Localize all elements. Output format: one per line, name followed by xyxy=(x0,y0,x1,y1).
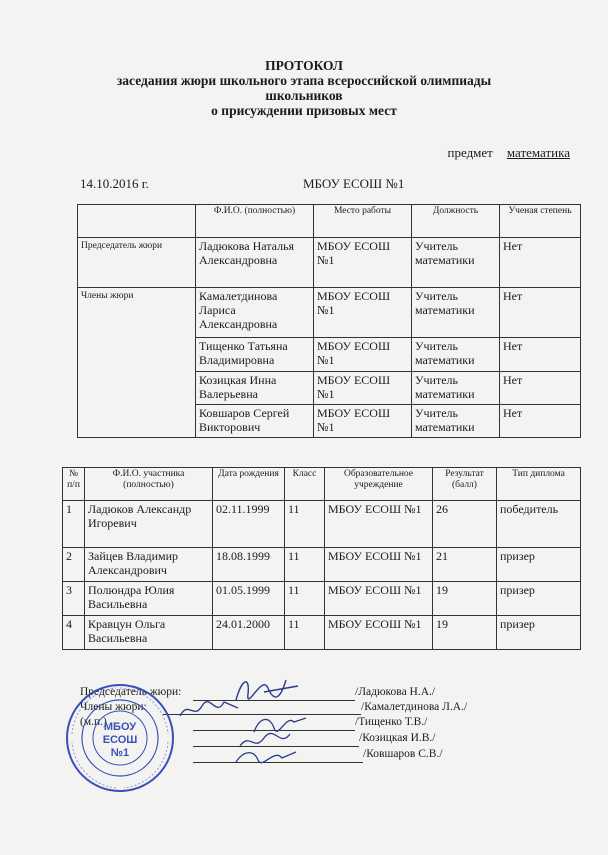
jury-header-row xyxy=(78,205,581,238)
results-grade: 11 xyxy=(285,616,325,650)
results-grade: 11 xyxy=(285,582,325,616)
results-school: МБОУ ЕСОШ №1 xyxy=(325,501,433,548)
results-score: 19 xyxy=(433,616,497,650)
results-header-school: Образовательное учреждение xyxy=(325,468,433,501)
results-header-score: Результат (балл) xyxy=(433,468,497,501)
results-name: Кравцун Ольга Васильевна xyxy=(85,616,213,650)
results-row xyxy=(63,616,581,650)
signature-name-4: /Козицкая И.В./ xyxy=(359,732,436,744)
results-row xyxy=(63,582,581,616)
results-row xyxy=(63,501,581,548)
results-number: 4 xyxy=(63,616,85,650)
jury-position: Учитель математики xyxy=(412,372,500,405)
jury-name: Камалетдинова Лариса Александровна xyxy=(196,288,314,338)
meeting-date: 14.10.2016 г. xyxy=(80,176,149,191)
signature-name-2: /Камалетдинова Л.А./ xyxy=(361,701,468,713)
jury-table xyxy=(77,204,581,438)
signature-name-5: /Ковшаров С.В./ xyxy=(363,748,443,760)
stamp-text-1: МБОУ xyxy=(103,721,137,733)
results-score: 19 xyxy=(433,582,497,616)
results-diploma: призер xyxy=(497,548,581,582)
results-diploma: призер xyxy=(497,582,581,616)
results-diploma: победитель xyxy=(497,501,581,548)
stamp-text-2: ЕСОШ xyxy=(102,734,138,746)
subject-value: математика xyxy=(506,145,570,160)
results-name: Ладюков Александр Игоревич xyxy=(85,501,213,548)
results-dob: 24.01.2000 xyxy=(213,616,285,650)
subject-line xyxy=(448,145,570,161)
handwritten-signature-member-4 xyxy=(232,744,302,770)
jury-position: Учитель математики xyxy=(412,405,500,438)
results-dob: 02.11.1999 xyxy=(213,501,285,548)
handwritten-signature-member-1 xyxy=(176,694,246,724)
document-subtitle-line-1: заседания жюри школьного этапа всероссийской олимпиады xyxy=(116,73,492,88)
jury-degree: Нет xyxy=(500,372,581,405)
jury-work: МБОУ ЕСОШ №1 xyxy=(314,288,412,338)
jury-degree: Нет xyxy=(500,405,581,438)
jury-header-degree: Ученая степень xyxy=(500,205,581,238)
results-dob: 18.08.1999 xyxy=(213,548,285,582)
jury-role-members: Члены жюри xyxy=(78,288,196,438)
results-grade: 11 xyxy=(285,548,325,582)
document-title-block xyxy=(60,58,548,118)
results-table xyxy=(62,467,581,650)
jury-header-role xyxy=(78,205,196,238)
document-subtitle-line-2: школьников xyxy=(265,88,343,103)
jury-position: Учитель математики xyxy=(412,338,500,372)
results-header-row xyxy=(63,468,581,501)
results-school: МБОУ ЕСОШ №1 xyxy=(325,582,433,616)
jury-header-position: Должность xyxy=(412,205,500,238)
jury-position: Учитель математики xyxy=(412,238,500,288)
stamp-text-3: №1 xyxy=(110,747,130,759)
signature-chair-label: Председатель жюри: xyxy=(80,686,182,698)
jury-name: Козицкая Инна Валерьевна xyxy=(196,372,314,405)
jury-work: МБОУ ЕСОШ №1 xyxy=(314,338,412,372)
stamp-place-label: (м.п.) xyxy=(80,716,107,728)
jury-role-chair: Председатель жюри xyxy=(78,238,196,288)
jury-row xyxy=(78,238,581,288)
jury-name: Тищенко Татьяна Владимировна xyxy=(196,338,314,372)
results-grade: 11 xyxy=(285,501,325,548)
results-dob: 01.05.1999 xyxy=(213,582,285,616)
results-school: МБОУ ЕСОШ №1 xyxy=(325,616,433,650)
results-number: 2 xyxy=(63,548,85,582)
subject-label: предмет xyxy=(447,145,493,160)
results-header-dob: Дата рождения xyxy=(213,468,285,501)
results-header-name: Ф.И.О. участника (полностью) xyxy=(85,468,213,501)
results-score: 26 xyxy=(433,501,497,548)
signature-members-label: Члены жюри: xyxy=(80,701,147,713)
jury-degree: Нет xyxy=(500,288,581,338)
meeting-school: МБОУ ЕСОШ №1 xyxy=(303,176,405,191)
document-title: ПРОТОКОЛ xyxy=(265,58,343,73)
results-name: Зайцев Владимир Александрович xyxy=(85,548,213,582)
results-number: 3 xyxy=(63,582,85,616)
results-name: Полюндра Юлия Васильевна xyxy=(85,582,213,616)
jury-position: Учитель математики xyxy=(412,288,500,338)
school-stamp xyxy=(64,682,176,794)
jury-work: МБОУ ЕСОШ №1 xyxy=(314,238,412,288)
jury-name: Ладюкова Наталья Александровна xyxy=(196,238,314,288)
jury-degree: Нет xyxy=(500,338,581,372)
signature-name-1: /Ладюкова Н.А./ xyxy=(355,686,436,698)
jury-row xyxy=(78,288,581,338)
results-row xyxy=(63,548,581,582)
results-school: МБОУ ЕСОШ №1 xyxy=(325,548,433,582)
document-subtitle-line-3: о присуждении призовых мест xyxy=(211,103,397,118)
signature-name-3: /Тищенко Т.В./ xyxy=(355,716,428,728)
jury-degree: Нет xyxy=(500,238,581,288)
jury-header-name: Ф.И.О. (полностью) xyxy=(196,205,314,238)
jury-work: МБОУ ЕСОШ №1 xyxy=(314,372,412,405)
results-header-grade: Класс xyxy=(285,468,325,501)
jury-work: МБОУ ЕСОШ №1 xyxy=(314,405,412,438)
results-diploma: призер xyxy=(497,616,581,650)
results-header-number: № п/п xyxy=(63,468,85,501)
jury-header-work: Место работы xyxy=(314,205,412,238)
jury-name: Ковшаров Сергей Викторович xyxy=(196,405,314,438)
results-number: 1 xyxy=(63,501,85,548)
results-score: 21 xyxy=(433,548,497,582)
results-header-diploma: Тип диплома xyxy=(497,468,581,501)
